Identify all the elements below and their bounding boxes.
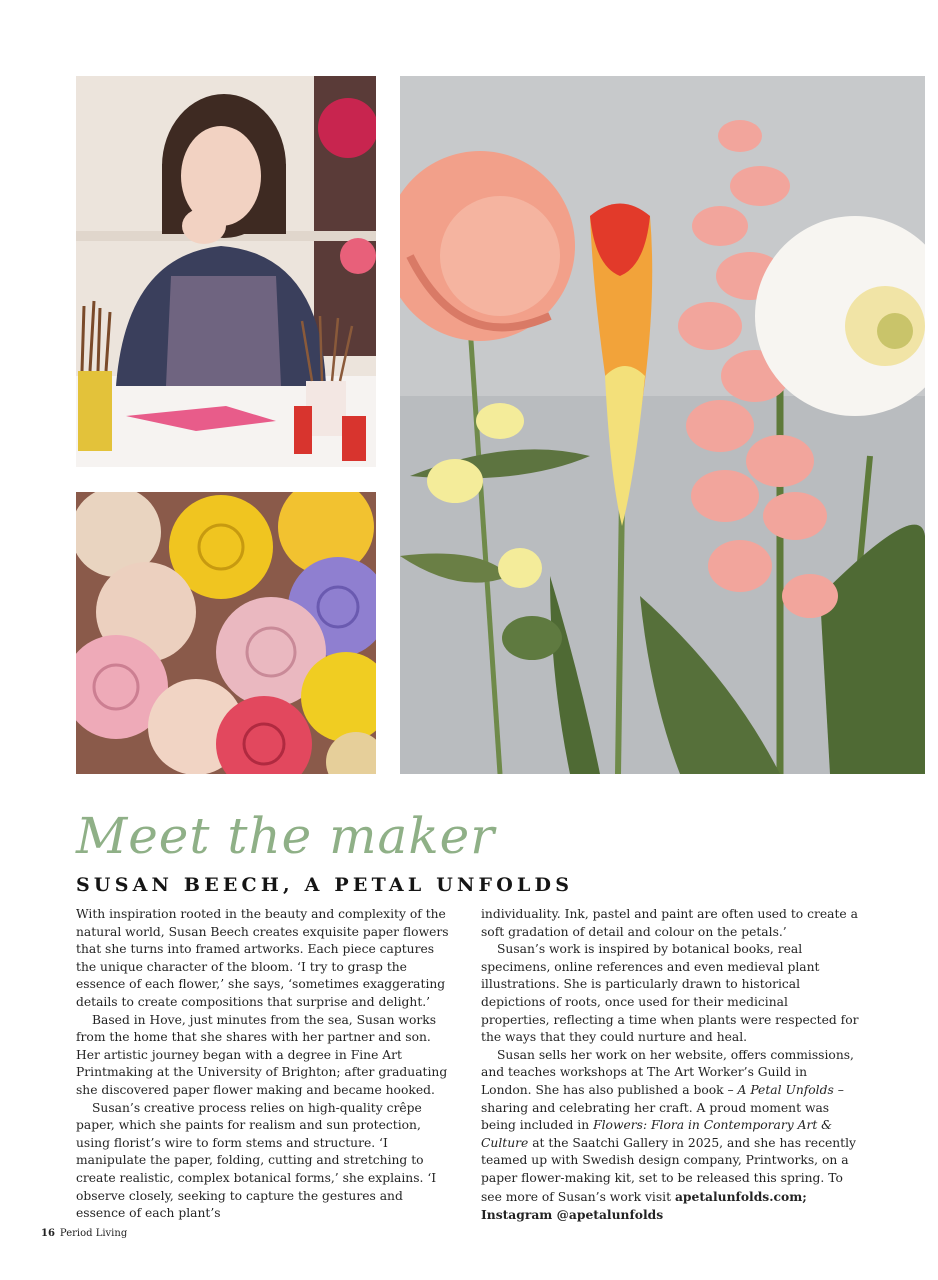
paragraph: Susan’s work is inspired by botanical books, real specimens, online references and even medieval plant illustrations. She is particularly drawn to historical depictions of roots, once used for their medicinal properties, reflecting a time when plants were respected for the ways that they could nurture and heal. bbox=[481, 942, 859, 1045]
book-title: A Petal Unfolds bbox=[737, 1082, 834, 1097]
paragraph-text: – sharing and celebrating her craft. A proud moment was being included in bbox=[481, 1082, 844, 1133]
body-column-left bbox=[76, 906, 454, 1223]
paragraph: Susan’s creative process relies on high-quality crêpe paper, which she paints for realism and sun protection, using florist’s wire to form stems and structure. ‘I manipulate the paper, folding, cutting and stretching to create realistic, complex botanical forms,’ she explains. ‘I observe closely, seeking to capture the gestures and essence of each plant’s bbox=[76, 1100, 437, 1221]
crepe-paper-rolls-photo bbox=[76, 492, 376, 774]
section-kicker: Meet the maker bbox=[76, 807, 496, 865]
paragraph bbox=[481, 1047, 859, 1225]
page-folio bbox=[41, 1227, 127, 1241]
paragraph: With inspiration rooted in the beauty and complexity of the natural world, Susan Beech creates exquisite paper flowers that she turns into framed artworks. Each piece captures the unique character of the bloom. ‘I try to grasp the essence of each flower,’ she says, ‘sometimes exaggerating details to create compositions that surprise and delight.’ bbox=[76, 907, 449, 1009]
publication-name: Period Living bbox=[59, 1228, 128, 1239]
paragraph: Based in Hove, just minutes from the sea, Susan works from the home that she shares with her partner and son. Her artistic journey began with a degree in Fine Art Printmaking at the University of Brighton; after graduating she discovered paper flower making and became hooked. bbox=[76, 1012, 448, 1097]
body-column-right bbox=[481, 906, 859, 1225]
page-number: 16 bbox=[41, 1228, 55, 1239]
article-headline: SUSAN BEECH, A PETAL UNFOLDS bbox=[76, 874, 574, 896]
paragraph: individuality. Ink, pastel and paint are often used to create a soft gradation of detail and colour on the petals.’ bbox=[481, 907, 858, 939]
exhibition-title: Flowers: Flora in Contemporary Art & Culture bbox=[481, 1118, 833, 1150]
paper-flowers-photo bbox=[400, 76, 925, 774]
paragraph-text: Susan sells her work on her website, offers commissions, and teaches workshops at The Art Worker’s Guild in London. She has also published a book – bbox=[481, 1047, 854, 1097]
paragraph-text: at the Saatchi Gallery in 2025, and she has recently teamed up with Swedish design company, Printworks, on a paper flower-making kit, set to be released this spring. To see more of Susan’s work visit bbox=[481, 1135, 856, 1204]
portrait-photo bbox=[76, 76, 376, 467]
website-links[interactable]: apetalunfolds.com; Instagram @apetalunfolds bbox=[481, 1188, 807, 1223]
